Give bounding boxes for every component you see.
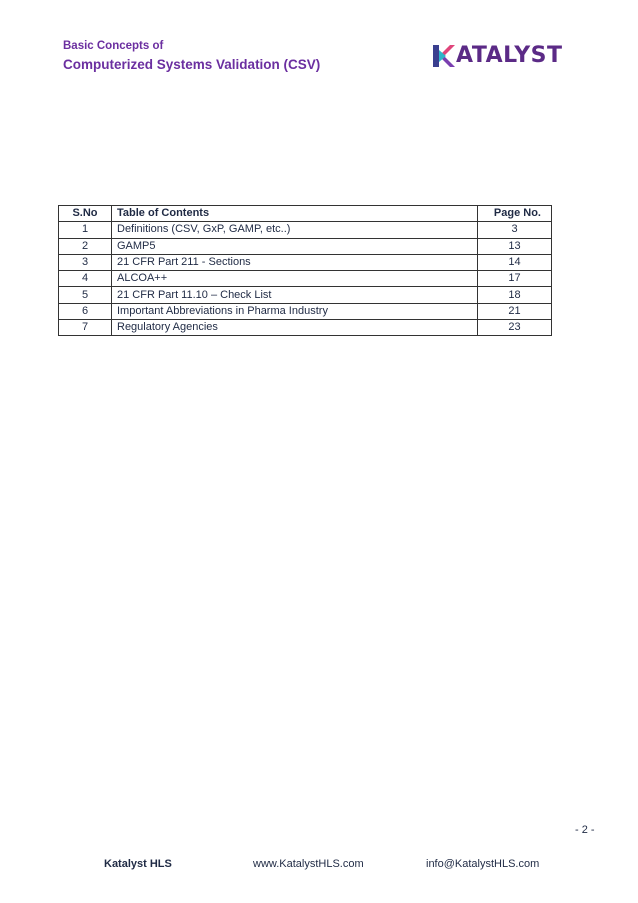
footer-website-link[interactable]: www.KatalystHLS.com: [253, 858, 364, 870]
toc-row[interactable]: [59, 303, 552, 319]
footer-email-link[interactable]: info@KatalystHLS.com: [426, 858, 540, 870]
toc-title[interactable]: 21 CFR Part 11.10 – Check List: [112, 287, 478, 303]
toc-title[interactable]: Important Abbreviations in Pharma Industry: [112, 303, 478, 319]
toc-title[interactable]: Definitions (CSV, GxP, GAMP, etc..): [112, 222, 478, 238]
footer-company: Katalyst HLS: [104, 858, 172, 870]
toc-sno: 6: [59, 303, 112, 319]
toc-page: 13: [478, 238, 552, 254]
header-subtitle: Basic Concepts of: [63, 40, 164, 52]
page-number: - 2 -: [575, 824, 595, 836]
toc-sno: 1: [59, 222, 112, 238]
logo-wordmark: ATALYST: [456, 43, 563, 68]
toc-row[interactable]: [59, 320, 552, 336]
toc-page: 23: [478, 320, 552, 336]
toc-sno: 5: [59, 287, 112, 303]
document-title: Computerized Systems Validation (CSV): [63, 57, 321, 72]
table-of-contents: [58, 205, 552, 336]
sno-column-header: S.No: [59, 206, 112, 222]
toc-sno: 3: [59, 254, 112, 270]
toc-row[interactable]: [59, 287, 552, 303]
toc-page: 3: [478, 222, 552, 238]
toc-title[interactable]: ALCOA++: [112, 271, 478, 287]
toc-title[interactable]: 21 CFR Part 211 - Sections: [112, 254, 478, 270]
toc-row[interactable]: [59, 271, 552, 287]
contents-column-header: Table of Contents: [112, 206, 478, 222]
toc-sno: 4: [59, 271, 112, 287]
toc-row[interactable]: [59, 222, 552, 238]
toc-title[interactable]: Regulatory Agencies: [112, 320, 478, 336]
toc-header-row: [59, 206, 552, 222]
page-column-header: Page No.: [478, 206, 552, 222]
toc-sno: 7: [59, 320, 112, 336]
toc-sno: 2: [59, 238, 112, 254]
toc-page: 18: [478, 287, 552, 303]
toc-page: 14: [478, 254, 552, 270]
toc-page: 21: [478, 303, 552, 319]
toc-page: 17: [478, 271, 552, 287]
toc-row[interactable]: [59, 238, 552, 254]
toc-row[interactable]: [59, 254, 552, 270]
toc-title[interactable]: GAMP5: [112, 238, 478, 254]
katalyst-logo: [433, 42, 573, 70]
k-arrow-icon: [433, 45, 455, 67]
